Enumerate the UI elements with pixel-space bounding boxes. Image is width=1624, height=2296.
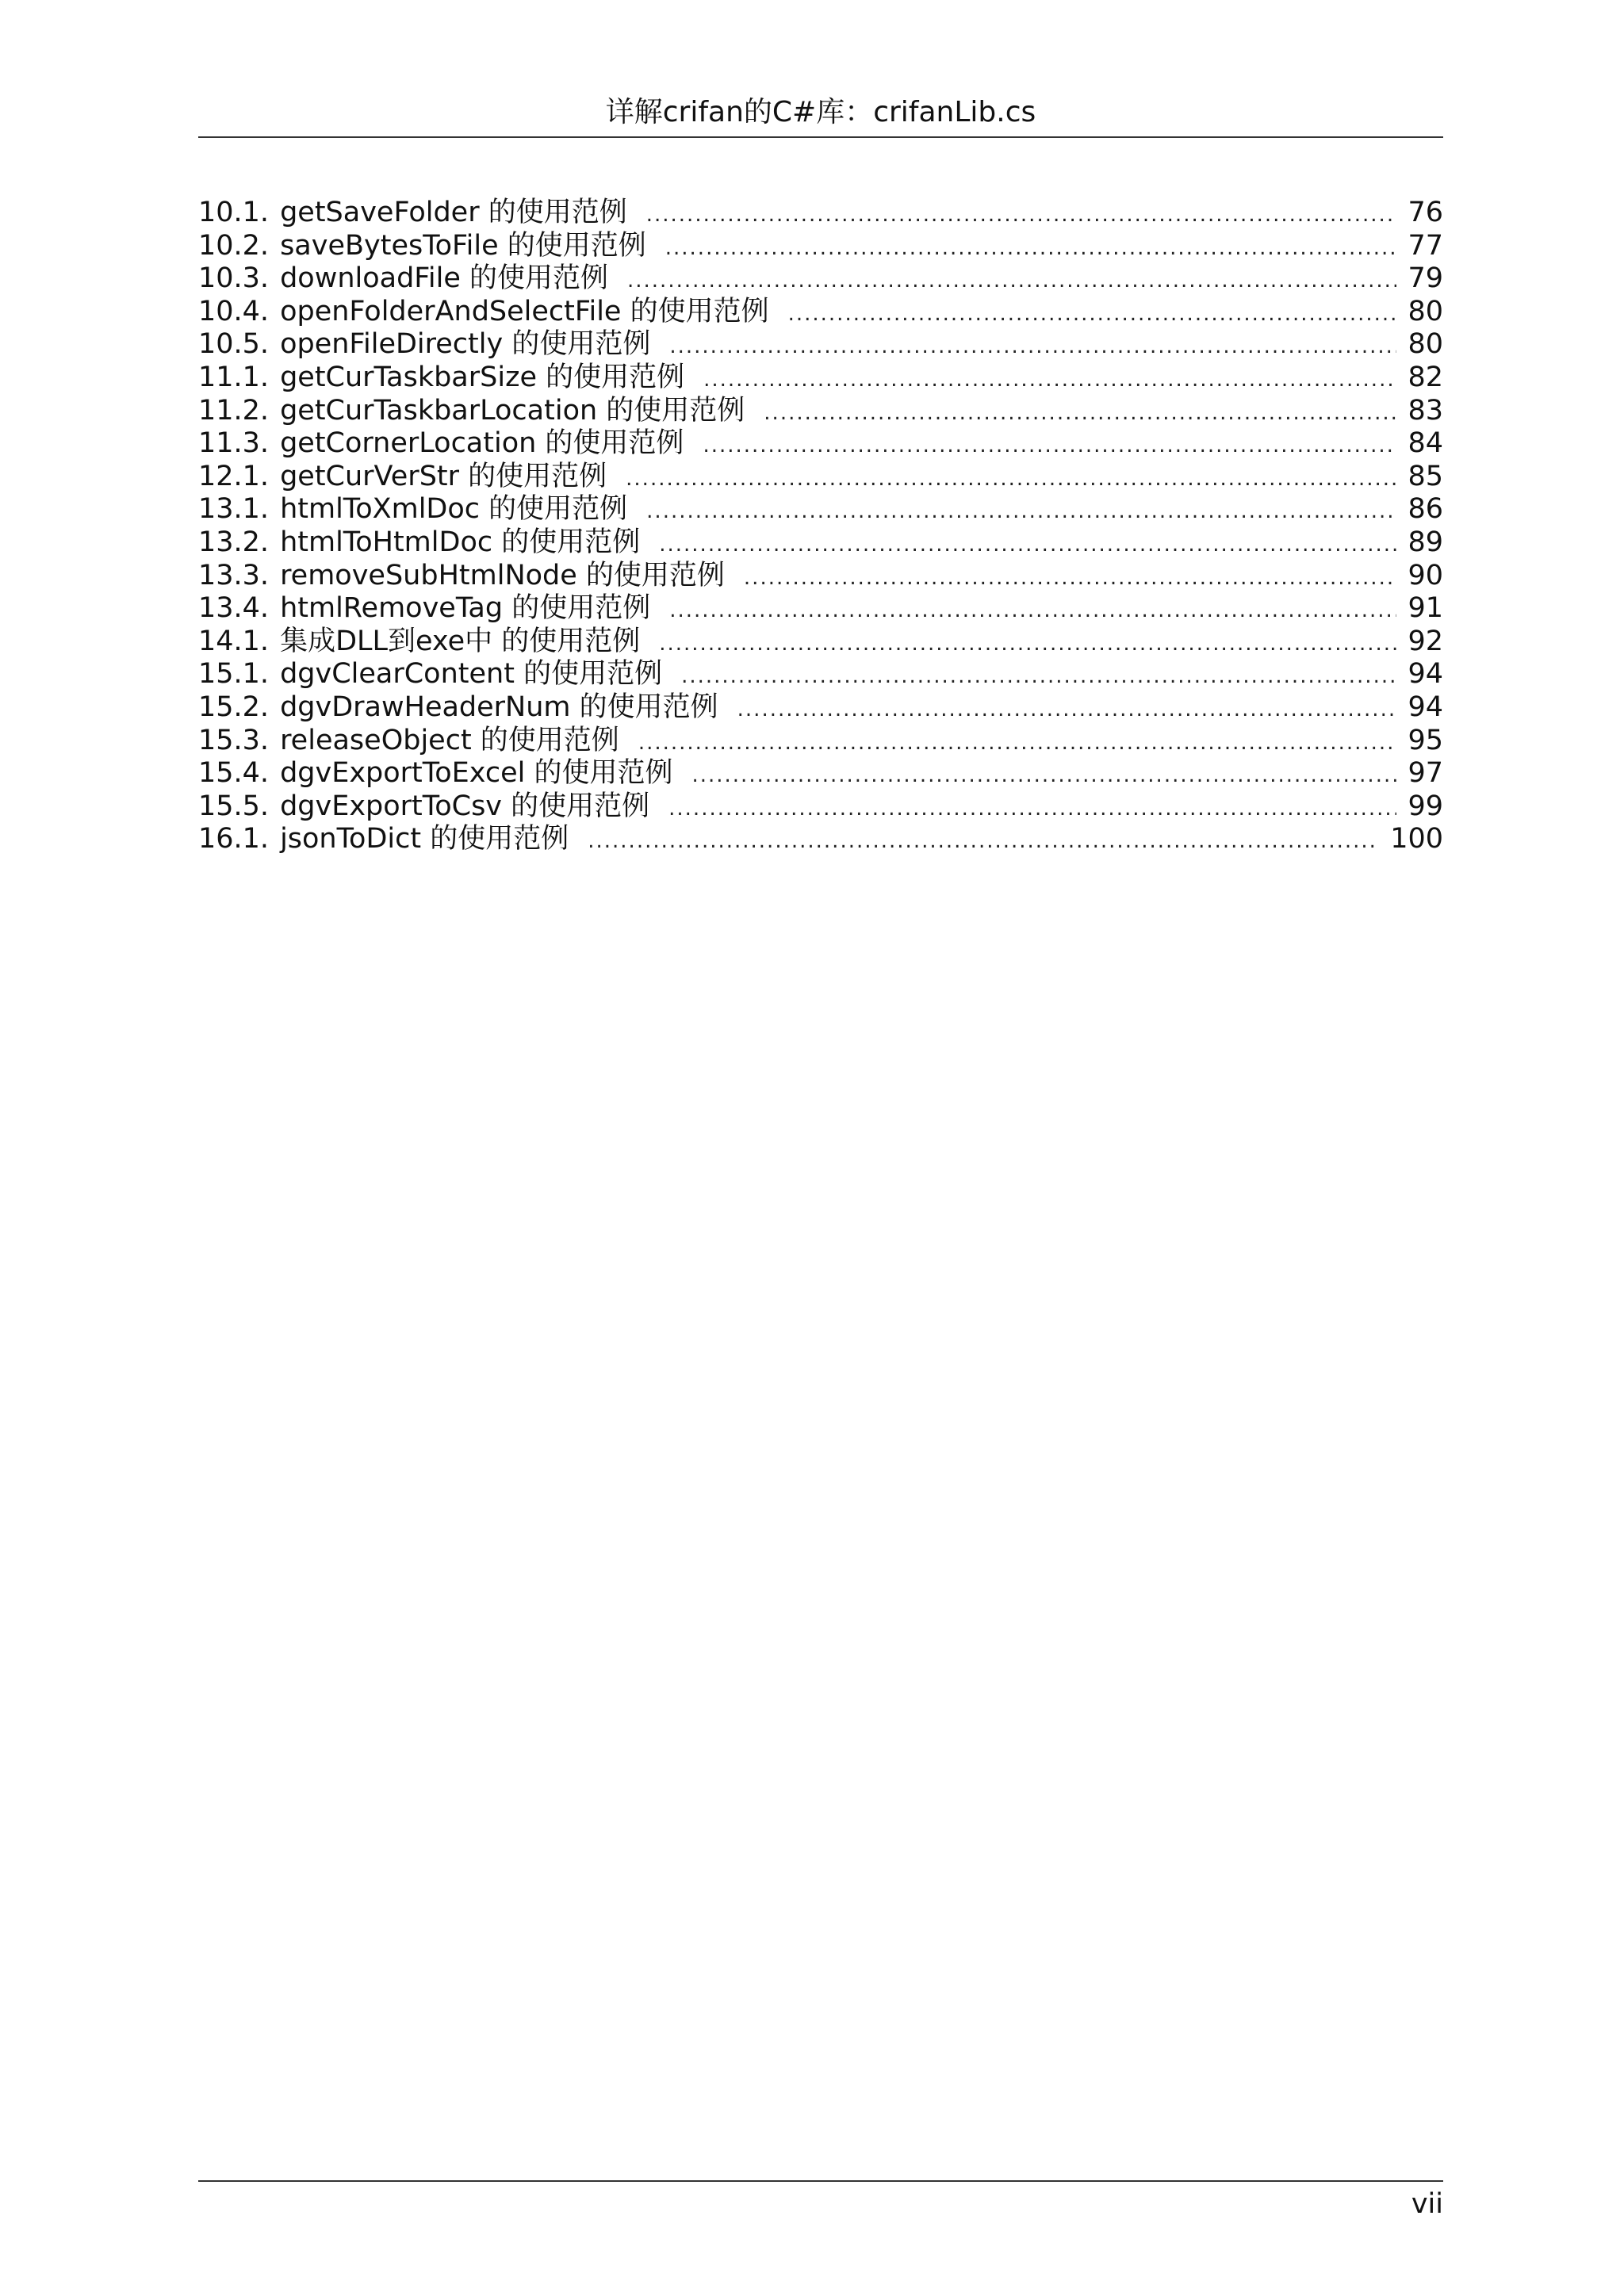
toc-entry[interactable] — [198, 461, 1443, 494]
toc-dot-leader — [668, 793, 1396, 824]
toc-entry-page[interactable]: 80 — [1408, 295, 1443, 327]
toc-entry-page[interactable]: 94 — [1408, 691, 1443, 723]
toc-entry-number: 14.1. — [198, 625, 270, 657]
toc-entry-title[interactable]: getCurTaskbarLocation 的使用范例 — [280, 394, 745, 427]
toc-entry-page[interactable]: 94 — [1408, 658, 1443, 691]
toc-entry-page[interactable]: 83 — [1408, 394, 1443, 427]
toc-entry[interactable] — [198, 296, 1443, 329]
toc-entry[interactable] — [198, 560, 1443, 593]
toc-entry-page[interactable]: 92 — [1408, 625, 1443, 657]
toc-entry[interactable] — [198, 328, 1443, 362]
toc-dot-leader — [669, 331, 1396, 362]
toc-entry-page[interactable]: 85 — [1408, 460, 1443, 492]
toc-entry-page[interactable]: 80 — [1408, 328, 1443, 361]
toc-entry-title[interactable]: htmlRemoveTag 的使用范例 — [280, 592, 651, 625]
toc-entry-number: 13.3. — [198, 559, 270, 591]
toc-dot-leader — [627, 265, 1396, 296]
toc-entry-title[interactable]: getCurVerStr 的使用范例 — [280, 460, 607, 492]
toc-entry-page[interactable]: 90 — [1408, 559, 1443, 591]
toc-entry-page[interactable]: 99 — [1408, 790, 1443, 822]
toc-dot-leader — [659, 628, 1396, 659]
toc-entry-page[interactable]: 84 — [1408, 427, 1443, 460]
toc-entry[interactable] — [198, 823, 1443, 856]
toc-entry[interactable] — [198, 658, 1443, 691]
toc-entry[interactable] — [198, 691, 1443, 725]
toc-entry-number: 10.5. — [198, 328, 270, 361]
toc-entry-number: 11.3. — [198, 427, 270, 460]
toc-entry[interactable] — [198, 362, 1443, 395]
toc-entry-title[interactable]: downloadFile 的使用范例 — [280, 262, 608, 295]
toc-entry[interactable] — [198, 626, 1443, 659]
toc-dot-leader — [681, 660, 1396, 691]
toc-entry-number: 16.1. — [198, 823, 270, 855]
toc-entry-title[interactable]: saveBytesToFile 的使用范例 — [280, 229, 646, 262]
toc-entry-title[interactable]: dgvExportToExcel 的使用范例 — [280, 757, 673, 790]
toc-entry-number: 10.2. — [198, 229, 270, 262]
toc-entry-page[interactable]: 76 — [1408, 197, 1443, 228]
toc-entry-title[interactable]: 集成DLL到exe中 的使用范例 — [280, 625, 641, 657]
toc-entry[interactable] — [198, 790, 1443, 824]
page-header-title: 详解crifan的C#库：crifanLib.cs — [605, 96, 1036, 128]
toc-entry[interactable] — [198, 262, 1443, 296]
toc-entry[interactable] — [198, 592, 1443, 626]
toc-entry-number: 15.1. — [198, 658, 270, 691]
toc-entry-number: 15.3. — [198, 724, 270, 756]
toc-entry-title[interactable]: getSaveFolder 的使用范例 — [280, 197, 627, 228]
toc-entry-title[interactable]: openFileDirectly 的使用范例 — [280, 328, 651, 361]
toc-entry[interactable] — [198, 427, 1443, 461]
toc-dot-leader — [737, 694, 1397, 725]
toc-dot-leader — [703, 430, 1396, 461]
toc-entry-number: 15.2. — [198, 691, 270, 723]
toc-dot-leader — [764, 397, 1396, 428]
toc-entry-title[interactable]: dgvExportToCsv 的使用范例 — [280, 790, 650, 822]
toc-entry-page[interactable]: 86 — [1408, 493, 1443, 526]
page-number: vii — [1411, 2188, 1443, 2220]
page-header — [198, 94, 1443, 138]
footer-divider — [198, 2180, 1443, 2182]
toc-dot-leader — [626, 463, 1396, 494]
toc-entry-title[interactable]: htmlToXmlDoc 的使用范例 — [280, 493, 628, 526]
toc-entry-page[interactable]: 100 — [1390, 823, 1443, 855]
toc-entry-number: 13.4. — [198, 592, 270, 625]
toc-entry-page[interactable]: 82 — [1408, 361, 1443, 393]
toc-entry-number: 13.2. — [198, 526, 270, 558]
toc-entry-page[interactable]: 79 — [1408, 262, 1443, 295]
toc-entry-number: 15.5. — [198, 790, 270, 822]
toc-entry-title[interactable]: dgvClearContent 的使用范例 — [280, 658, 663, 691]
toc-dot-leader — [703, 364, 1396, 395]
toc-entry-page[interactable]: 91 — [1408, 592, 1443, 625]
toc-dot-leader — [646, 496, 1396, 526]
toc-dot-leader — [788, 298, 1397, 329]
toc-entry-number: 12.1. — [198, 460, 270, 492]
toc-dot-leader — [665, 232, 1397, 263]
toc-entry-title[interactable]: getCurTaskbarSize 的使用范例 — [280, 361, 685, 393]
toc-dot-leader — [659, 529, 1396, 560]
toc-entry-title[interactable]: getCornerLocation 的使用范例 — [280, 427, 684, 460]
toc-entry[interactable] — [198, 197, 1443, 230]
toc-entry-page[interactable]: 77 — [1408, 229, 1443, 262]
toc-entry[interactable] — [198, 725, 1443, 758]
toc-entry-number: 11.2. — [198, 394, 270, 427]
toc-entry[interactable] — [198, 395, 1443, 428]
toc-entry-title[interactable]: dgvDrawHeaderNum 的使用范例 — [280, 691, 718, 723]
toc-dot-leader — [669, 595, 1396, 626]
toc-entry-number: 11.1. — [198, 361, 270, 393]
toc-entry-number: 10.4. — [198, 295, 270, 327]
toc-entry-title[interactable]: jsonToDict 的使用范例 — [280, 823, 569, 855]
toc-entry[interactable] — [198, 230, 1443, 263]
toc-entry-title[interactable]: openFolderAndSelectFile 的使用范例 — [280, 295, 769, 327]
toc-entry[interactable] — [198, 526, 1443, 560]
toc-entry-page[interactable]: 97 — [1408, 757, 1443, 790]
toc-entry-number: 15.4. — [198, 757, 270, 790]
table-of-contents — [198, 197, 1443, 856]
toc-entry-page[interactable]: 89 — [1408, 526, 1443, 558]
toc-entry-title[interactable]: releaseObject 的使用范例 — [280, 724, 619, 756]
toc-entry-title[interactable]: removeSubHtmlNode 的使用范例 — [280, 559, 725, 591]
toc-entry[interactable] — [198, 757, 1443, 790]
toc-entry[interactable] — [198, 493, 1443, 526]
toc-dot-leader — [646, 199, 1397, 230]
toc-dot-leader — [744, 562, 1397, 593]
toc-entry-number: 13.1. — [198, 493, 270, 526]
toc-dot-leader — [638, 727, 1397, 758]
toc-entry-number: 10.1. — [198, 197, 270, 228]
toc-entry-number: 10.3. — [198, 262, 270, 295]
toc-entry-title[interactable]: htmlToHtmlDoc 的使用范例 — [280, 526, 641, 558]
toc-dot-leader — [691, 760, 1396, 790]
toc-entry-page[interactable]: 95 — [1408, 724, 1443, 756]
toc-dot-leader — [588, 825, 1379, 856]
